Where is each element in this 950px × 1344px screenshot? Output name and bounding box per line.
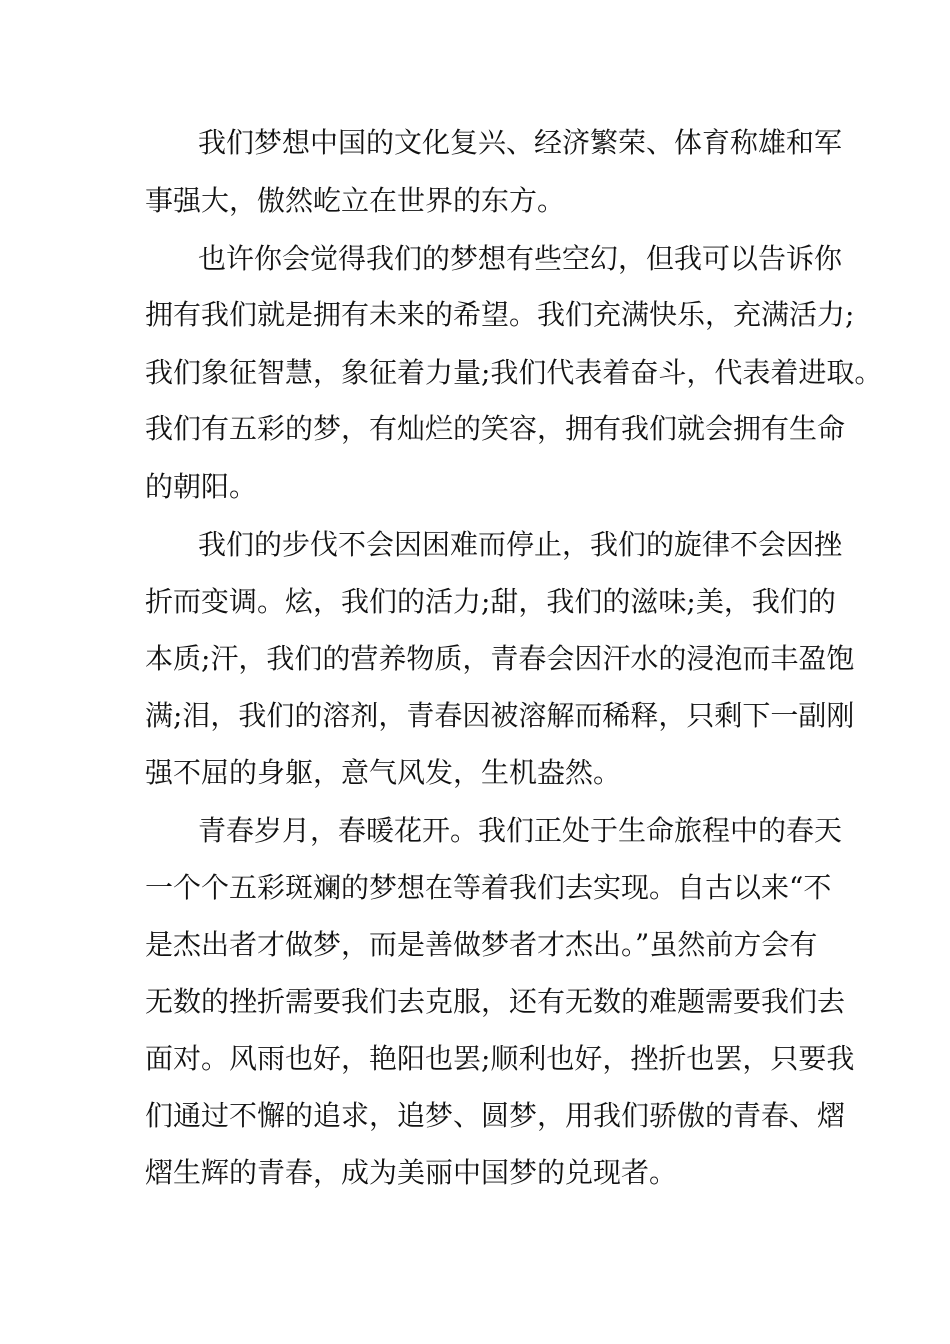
paragraph-2-line-3: 我们象征智慧，象征着力量;我们代表着奋斗，代表着进取。 [145, 356, 883, 389]
paragraph-4-line-5: 面对。风雨也好，艳阳也罢;顺利也好，挫折也罢，只要我 [145, 1042, 855, 1075]
paragraph-3-line-2: 折而变调。炫，我们的活力;甜，我们的滋味;美，我们的 [145, 585, 836, 618]
paragraph-3-line-5: 强不屈的身躯，意气风发，生机盎然。 [145, 756, 622, 789]
paragraph-4-line-6: 们通过不懈的追求，追梦、圆梦，用我们骄傲的青春、熠 [145, 1099, 846, 1132]
paragraph-2-line-4: 我们有五彩的梦，有灿烂的笑容，拥有我们就会拥有生命 [145, 412, 846, 445]
paragraph-3-line-3: 本质;汗，我们的营养物质，青春会因汗水的浸泡而丰盈饱 [145, 642, 855, 675]
paragraph-3-line-4: 满;泪，我们的溶剂，青春因被溶解而稀释，只剩下一副刚 [145, 699, 855, 732]
paragraph-4-line-1: 青春岁月，春暖花开。我们正处于生命旅程中的春天 [198, 814, 843, 847]
paragraph-4-line-4: 无数的挫折需要我们去克服，还有无数的难题需要我们去 [145, 985, 846, 1018]
paragraph-1-line-2: 事强大，傲然屹立在世界的东方。 [145, 184, 566, 217]
paragraph-4-line-7: 熠生辉的青春，成为美丽中国梦的兑现者。 [145, 1156, 678, 1189]
paragraph-4-line-3: 是杰出者才做梦，而是善做梦者才杰出。”虽然前方会有 [145, 928, 818, 961]
paragraph-3-line-1: 我们的步伐不会因困难而停止，我们的旋律不会因挫 [198, 528, 843, 561]
paragraph-1-line-1: 我们梦想中国的文化复兴、经济繁荣、体育称雄和军 [198, 126, 843, 159]
paragraph-4-line-2: 一个个五彩斑斓的梦想在等着我们去实现。自古以来“不 [145, 871, 832, 904]
paragraph-2-line-1: 也许你会觉得我们的梦想有些空幻，但我可以告诉你 [198, 242, 843, 275]
paragraph-2-line-2: 拥有我们就是拥有未来的希望。我们充满快乐，充满活力; [145, 298, 855, 331]
paragraph-2-line-5: 的朝阳。 [145, 470, 258, 503]
